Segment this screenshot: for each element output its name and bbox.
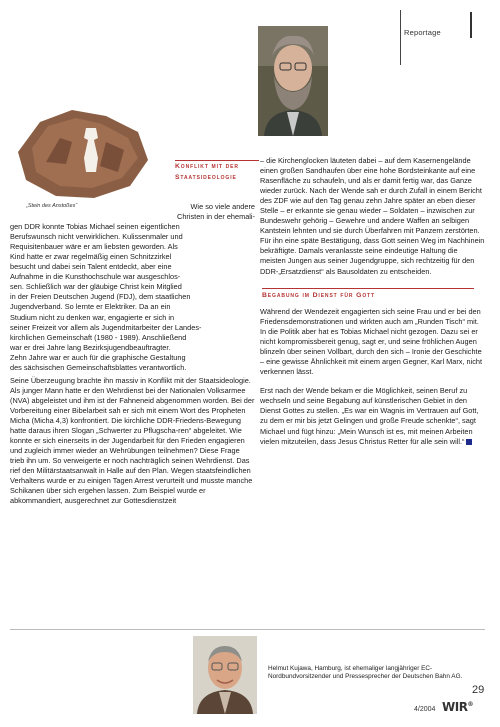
heading-rule-top — [175, 160, 259, 161]
magazine-logo: WIR® — [442, 700, 473, 714]
col-a-line: Requisitenbauer wäre er am liebsten geworden. Als — [10, 242, 178, 252]
col-a-line: war er drei Jahre lang Bezirksjugendbeauftragter. — [10, 342, 171, 352]
end-mark-icon — [466, 439, 472, 445]
col-b-paragraph: – die Kirchenglocken läuteten dabei – auf dem Kasernengelände einen großen Sandhaufen über eine hohe Bordsteinkante auf eine Rasenfläche zu schaufeln, und als er damit fertig war, das Ganze wieder zurück. Nach der Wende sah er durch Zufall in einem Bericht des ZDF wie auf den Tag genau zehn Jahre später an eben dieser Stelle – er erkannte sie genau wieder – Soldaten – inzwischen zur Bundeswehr gehörig – Gewehre und andere Waffen an selbigen Kantstein lehnten und sie durch Überfahren mit Panzern zerstörten. Für ihn eine späte Bestätigung, dass Gott seinen Weg im Nachhinein bekräftigte. Damals veranlasste seine eindeutige Haltung die meisten Jungen aus seiner Jugendgruppe, sich rechtzeitig für den DDR-„Ersatzdienst“ als Bausoldaten zu entscheiden. — [260, 156, 485, 276]
col-a-line: Aufnahme in die Kunsthochschule war ausgeschlos- — [10, 272, 181, 282]
col-c-paragraph-1: Während der Wendezeit engagierten sich seine Frau und er bei den Friedensdemonstrationen und wirkten auch am „Runden Tisch“ mit. In die Politik aber hat es Tobias Michael nicht gezogen. Dazu sei er nicht kompromissbereit genug, sagt er, und seine fröhlichen Augen blinzeln über seinen Vollbart, durch den sich – Ironie der Geschichte – eine gewisse Ähnlichkeit mit einem argen Gegner, Karl Marx, nicht verkennen lässt. — [260, 307, 483, 377]
heading-konflikt: Konflikt mit der Staatsideologie — [175, 163, 239, 181]
col-a-line: Berufswunsch nicht verwirklichen. Kulissenmaler und — [10, 232, 183, 242]
magazine-name: WIR — [442, 700, 468, 714]
header-bar — [470, 12, 472, 38]
col-c-text: Erst nach der Wende bekam er die Möglichkeit, seinen Beruf zu wechseln und seine Begabung auf künstlerischen Gebiet in den Dienst Gottes zu stellen. „Es war ein Wagnis im Vertrauen auf Gott, zu dem er mir bis jetzt Gelingen und große Freude schenkte“, sagt Michael und fügt hinzu: „Mein Wunsch ist es, mit meinen Arbeiten vielen mitzuteilen, dass Jesus Christus Retter für alle sein will.“ — [260, 386, 479, 446]
heading-begabung: Begabung im Dienst für Gott — [262, 292, 376, 299]
sculpture-caption: „Stein des Anstoßes“ — [26, 203, 78, 209]
portrait-photo — [258, 26, 328, 136]
col-c-paragraph-2 — [260, 386, 485, 446]
author-photo — [193, 636, 257, 714]
col-a-line: Christen in der ehemali- — [177, 212, 255, 222]
sculpture-image — [10, 102, 152, 204]
col-a-line: kirchlichen Gemeinschaft (1980 - 1989). Anschließend — [10, 332, 187, 342]
col-a-line: Studium nicht zu denken war, engagierte er sich in — [10, 312, 175, 322]
column-right-top — [260, 156, 485, 277]
page-number: 29 — [472, 684, 485, 696]
header-rule — [400, 10, 401, 65]
col-a-line: gen DDR konnte Tobias Michael seinen eigentlichen — [10, 222, 180, 232]
col-a-line: besucht und dabei sein Talent entdeckt, aber eine — [10, 262, 172, 272]
author-caption: Helmut Kujawa, Hamburg, ist ehemaliger langjähriger EC-Nordbundvorsitzender und Pressesprecher der Deutschen Bahn AG. — [268, 665, 463, 681]
column-left — [10, 202, 255, 506]
col-a-line: in der Freien Deutschen Jugend (FDJ), dem staatlichen — [10, 292, 191, 302]
column-right-bottom — [260, 307, 485, 447]
col-a-line: sen. Schließlich war der gläubige Christ kein Mitglied — [10, 282, 182, 292]
heading-rule-2 — [262, 288, 474, 289]
col-a-line: des sächsischen Gemeinschaftsblattes verantwortlich. — [10, 362, 187, 372]
section-label: Reportage — [404, 28, 441, 37]
col-a-line: Zehn Jahre war er auch für die graphische Gestaltung — [10, 352, 186, 362]
col-a-paragraph-2: Seine Überzeugung brachte ihn massiv in Konflikt mit der Staatsideologie. Als junger Mann hatte er den Wehrdienst bei der Nationalen Volksarmee (NVA) abgeleistet und ihm ist der Fahneneid abgenommen worden. Bei der Vorbereitung einer Bibelarbeit sah er sich mit einem Wort des Propheten Micha (Micha 4,3) konfrontiert. Die kirchliche DDR-Friedens-Bewegung hatte daraus ihren Slogan „Schwerter zu Pflugscha-ren“ abgeleitet. Wie konnte er sich einerseits in der Jugendarbeit für den Frieden engagieren und zugleich immer wieder an Wehrübungen teilnehmen? Diese Frage trieb ihn um. So verweigerte er noch nachträglich seinen Wehrdienst. Das rief den Militärstaatsanwalt in Halle auf den Plan. Wegen staatsfeindlichen Verhaltens wurde er zu einigen Tagen Arrest verurteilt und musste manche Schikanen über sich ergehen lassen. Zum Beispiel wurde er abkommandiert, ausgerechnet zur Gottesdienstzeit — [10, 375, 255, 506]
col-a-line: Jugendverband. So lernte er Elektriker. Da an ein — [10, 302, 171, 312]
col-a-line: Wie so viele andere — [190, 202, 255, 211]
col-a-line: seiner Freizeit vor allem als Jugendmitarbeiter der Landes- — [10, 322, 202, 332]
col-a-line: Kind hatte er zwar regelmäßig einen Schnitzzirkel — [10, 252, 172, 262]
footer-rule — [10, 629, 485, 630]
issue-number: 4/2004 — [414, 706, 436, 713]
